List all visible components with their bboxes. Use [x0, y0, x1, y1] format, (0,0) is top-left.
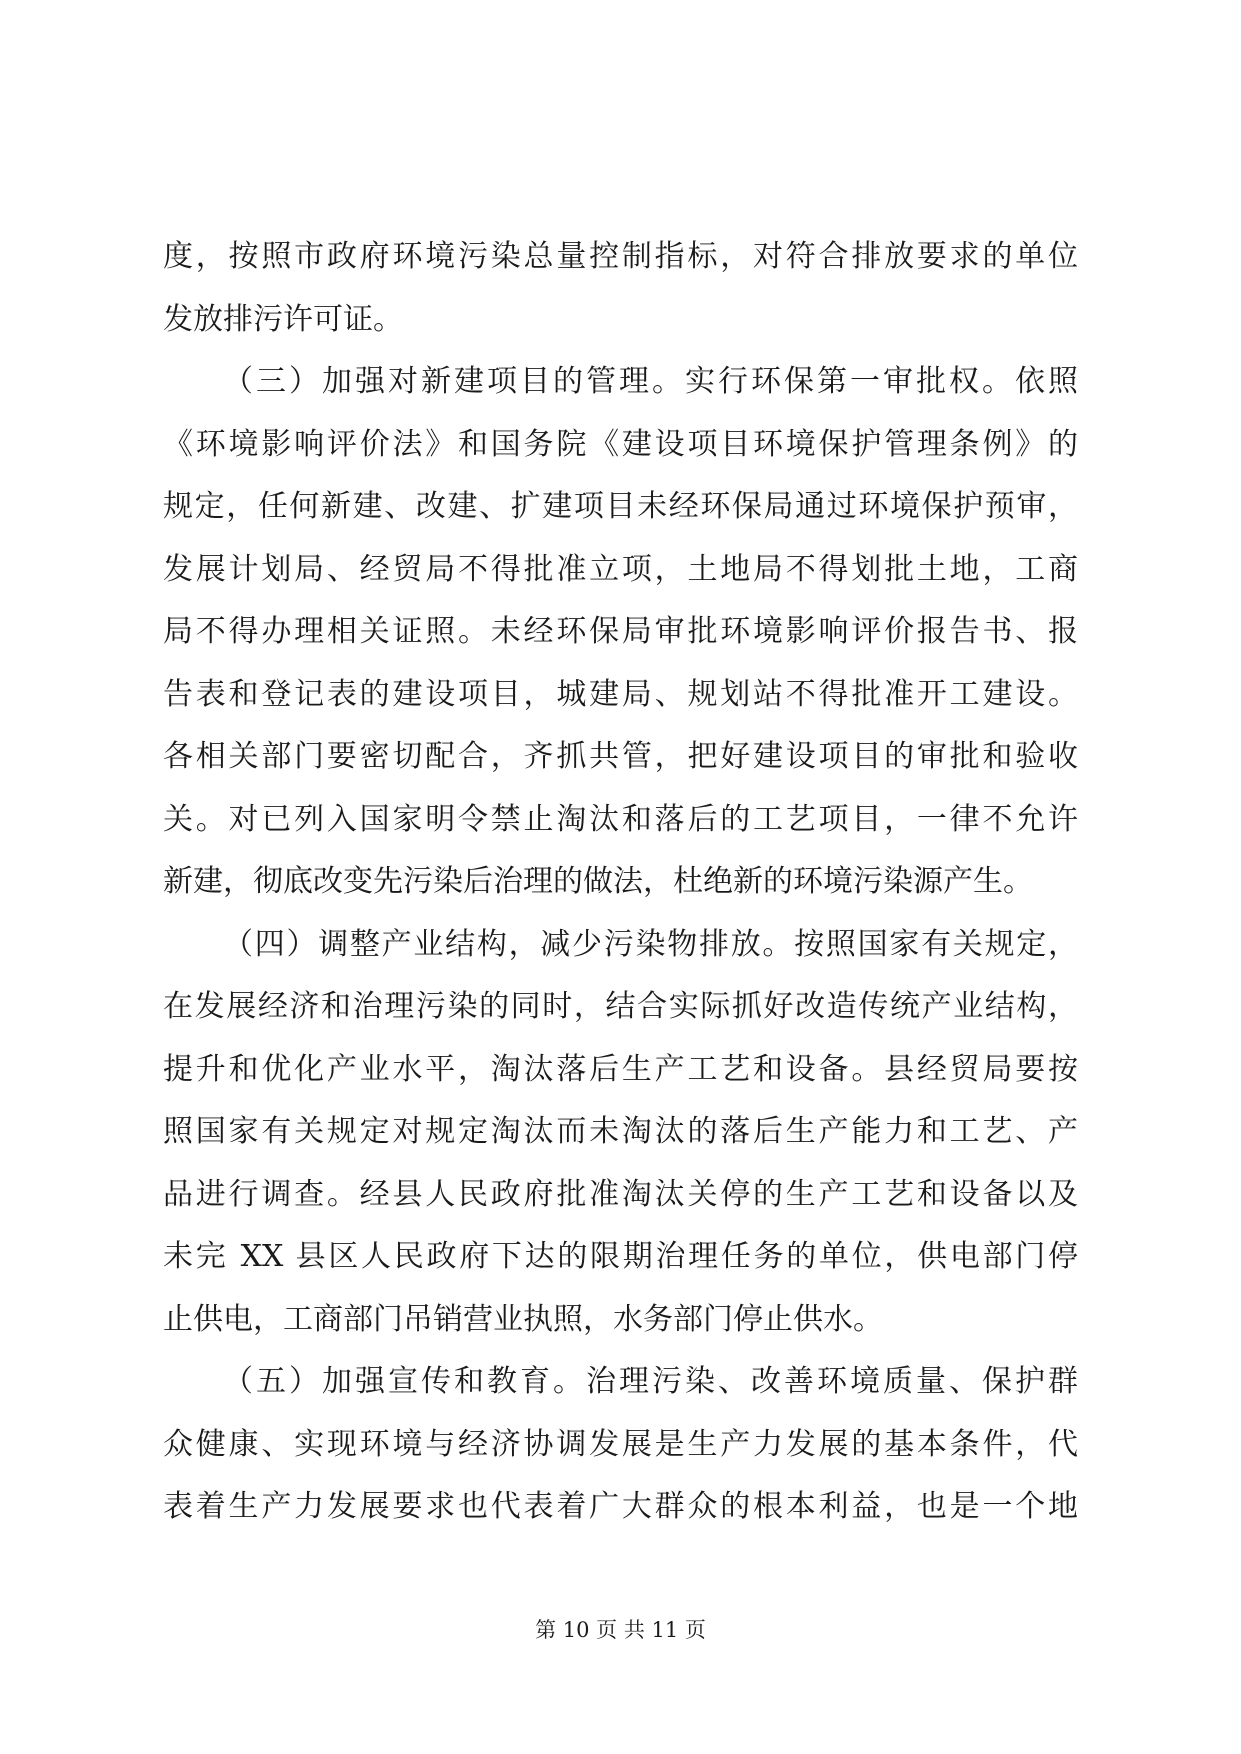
text-line: 品进行调查。经县人民政府批准淘汰关停的生产工艺和设备以及: [163, 1176, 1078, 1212]
text-line: 众健康、实现环境与经济协调发展是生产力发展的基本条件，代: [163, 1426, 1078, 1462]
text-line: 发展计划局、经贸局不得批准立项，土地局不得划批土地，工商: [163, 551, 1078, 587]
text-line: 发放排污许可证。: [163, 301, 403, 337]
text-line: 止供电，工商部门吊销营业执照，水务部门停止供水。: [163, 1301, 883, 1337]
text-line: 表着生产力发展要求也代表着广大群众的根本利益，也是一个地: [163, 1489, 1078, 1524]
text-line: （四）调整产业结构，减少污染物排放。按照国家有关规定，: [223, 926, 1078, 962]
text-line: 照国家有关规定对规定淘汰而未淘汰的落后生产能力和工艺、产: [163, 1114, 1078, 1149]
text-line: （三）加强对新建项目的管理。实行环保第一审批权。依照: [223, 364, 1078, 399]
text-line: 在发展经济和治理污染的同时，结合实际抓好改造传统产业结构，: [163, 989, 1078, 1024]
text-line: 提升和优化产业水平，淘汰落后生产工艺和设备。县经贸局要按: [163, 1051, 1078, 1087]
text-line: 《环境影响评价法》和国务院《建设项目环境保护管理条例》的: [163, 426, 1078, 462]
text-line: 未完 XX 县区人民政府下达的限期治理任务的单位，供电部门停: [163, 1239, 1078, 1274]
text-line: 告表和登记表的建设项目，城建局、规划站不得批准开工建设。: [163, 676, 1078, 712]
text-line: 关。对已列入国家明令禁止淘汰和落后的工艺项目，一律不允许: [163, 801, 1078, 837]
text-line: 各相关部门要密切配合，齐抓共管，把好建设项目的审批和验收: [163, 739, 1078, 774]
text-line: （五）加强宣传和教育。治理污染、改善环境质量、保护群: [223, 1364, 1078, 1399]
text-line: 规定，任何新建、改建、扩建项目未经环保局通过环境保护预审，: [163, 489, 1078, 524]
text-line: 新建，彻底改变先污染后治理的做法，杜绝新的环境污染源产生。: [163, 864, 1033, 899]
text-line: 局不得办理相关证照。未经环保局审批环境影响评价报告书、报: [163, 614, 1078, 649]
document-body: [163, 226, 1078, 1539]
page-footer: 第 10 页 共 11 页: [535, 1618, 706, 1642]
text-line: 度，按照市政府环境污染总量控制指标，对符合排放要求的单位: [163, 239, 1078, 274]
